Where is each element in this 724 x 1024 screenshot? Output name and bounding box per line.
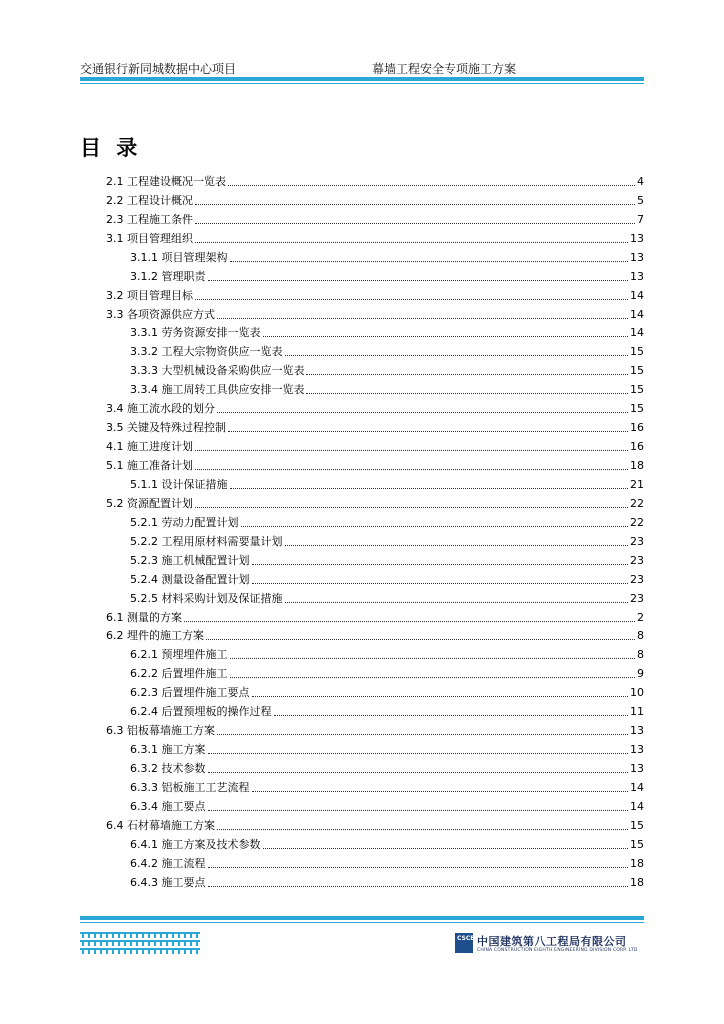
toc-entry-page: 14 [630, 326, 644, 340]
toc-entry[interactable] [106, 757, 644, 776]
toc-leader-dots [208, 866, 629, 868]
toc-entry-label: 5.2.1 劳动力配置计划 [130, 515, 239, 529]
toc-entry[interactable] [106, 170, 644, 189]
toc-leader-dots [208, 279, 629, 281]
toc-entry-label: 3.3.2 工程大宗物资供应一览表 [130, 345, 283, 359]
toc-entry-page: 13 [630, 269, 644, 283]
toc-entry-label: 6.3 铝板幕墙施工方案 [106, 724, 215, 738]
toc-entry[interactable] [106, 568, 644, 587]
toc-leader-dots [263, 847, 629, 849]
toc-entry[interactable] [106, 473, 644, 492]
toc-entry[interactable] [106, 227, 644, 246]
toc-entry[interactable] [106, 795, 644, 814]
toc-leader-dots [306, 392, 628, 394]
toc-leader-dots [217, 828, 628, 830]
toc-entry-page: 8 [637, 629, 644, 643]
toc-entry-page: 10 [630, 686, 644, 700]
toc-entry-label: 3.3.3 大型机械设备采购供应一览表 [130, 364, 305, 378]
toc-entry-label: 6.2.1 预埋埋件施工 [130, 648, 228, 662]
toc-entry-page: 23 [630, 534, 644, 548]
toc-entry-page: 18 [630, 459, 644, 472]
toc-entry-page: 14 [630, 780, 644, 794]
toc-entry[interactable] [106, 719, 644, 738]
toc-entry[interactable] [106, 833, 644, 852]
toc-entry[interactable] [106, 435, 644, 454]
header-project-name: 交通银行新同城数据中心项目 [80, 62, 237, 76]
toc-leader-dots [217, 411, 628, 413]
toc-entry[interactable] [106, 303, 644, 322]
toc-leader-dots [274, 714, 629, 716]
toc-entry[interactable] [106, 606, 644, 625]
footer-rule-thick [80, 916, 644, 920]
header-document-title: 幕墙工程安全专项施工方案 [372, 62, 517, 76]
toc-leader-dots [228, 184, 635, 186]
toc-entry[interactable] [106, 378, 644, 397]
toc-entry-page: 14 [630, 799, 644, 813]
toc-entry-page: 23 [630, 553, 644, 567]
toc-entry-label: 2.2 工程设计概况 [106, 193, 193, 207]
toc-entry-page: 7 [637, 212, 644, 226]
toc-entry-page: 13 [630, 724, 644, 738]
toc-entry[interactable] [106, 359, 644, 378]
toc-leader-dots [241, 525, 629, 527]
toc-entry-page: 22 [630, 515, 644, 529]
table-of-contents [106, 170, 644, 890]
toc-entry-label: 3.3 各项资源供应方式 [106, 307, 215, 321]
toc-entry-label: 6.4.1 施工方案及技术参数 [130, 837, 261, 851]
toc-leader-dots [195, 506, 628, 508]
toc-entry-label: 5.1 施工准备计划 [106, 459, 193, 472]
toc-leader-dots [285, 354, 629, 356]
toc-leader-dots [252, 563, 629, 565]
toc-entry-page: 23 [630, 572, 644, 586]
toc-entry-page: 13 [630, 250, 644, 264]
toc-entry-page: 15 [630, 402, 644, 416]
toc-entry-page: 16 [630, 440, 644, 454]
toc-entry-label: 3.3.4 施工周转工具供应安排一览表 [130, 383, 305, 397]
toc-leader-dots [206, 638, 635, 640]
toc-entry-label: 6.3.4 施工要点 [130, 799, 206, 813]
toc-entry[interactable] [106, 871, 644, 890]
toc-entry-label: 3.4 施工流水段的划分 [106, 402, 215, 416]
toc-entry-page: 15 [630, 364, 644, 378]
toc-entry-label: 6.1 测量的方案 [106, 610, 182, 624]
toc-leader-dots [285, 544, 629, 546]
toc-leader-dots [195, 298, 628, 300]
toc-entry-label: 6.3.3 铝板施工工艺流程 [130, 780, 250, 794]
toc-entry[interactable] [106, 587, 644, 606]
toc-entry-page: 16 [630, 421, 644, 435]
toc-entry[interactable] [106, 265, 644, 284]
toc-entry-page: 13 [630, 743, 644, 757]
toc-entry-page: 22 [630, 496, 644, 510]
toc-entry-page: 13 [630, 231, 644, 245]
toc-entry-label: 3.5 关键及特殊过程控制 [106, 421, 226, 435]
toc-entry[interactable] [106, 322, 644, 341]
toc-entry[interactable] [106, 549, 644, 568]
toc-entry-label: 4.1 施工进度计划 [106, 440, 193, 454]
toc-leader-dots [208, 771, 629, 773]
toc-entry-page: 9 [637, 667, 644, 681]
toc-entry-page: 5 [637, 193, 644, 207]
toc-entry[interactable] [106, 700, 644, 719]
toc-entry-label: 6.2.2 后置埋件施工 [130, 667, 228, 681]
footer-decorative-pattern-icon [80, 930, 200, 954]
toc-entry-label: 6.4.2 施工流程 [130, 856, 206, 870]
toc-entry[interactable] [106, 625, 644, 644]
toc-entry-label: 6.2.3 后置埋件施工要点 [130, 686, 250, 700]
toc-leader-dots [217, 733, 628, 735]
toc-entry[interactable] [106, 776, 644, 795]
toc-entry[interactable] [106, 284, 644, 303]
toc-entry-label: 2.3 工程施工条件 [106, 212, 193, 226]
toc-leader-dots [230, 260, 629, 262]
toc-entry[interactable] [106, 246, 644, 265]
toc-entry[interactable] [106, 397, 644, 416]
toc-entry-page: 13 [630, 762, 644, 775]
toc-leader-dots [195, 468, 628, 470]
toc-entry-label: 3.1 项目管理组织 [106, 231, 193, 245]
toc-entry-page: 15 [630, 818, 644, 832]
header-rule-thick [80, 77, 644, 81]
toc-leader-dots [195, 449, 628, 451]
toc-leader-dots [195, 203, 635, 205]
toc-entry-page: 2 [637, 610, 644, 624]
toc-entry-page: 14 [630, 288, 644, 302]
toc-entry-page: 11 [630, 705, 644, 719]
toc-entry-label: 6.2 埋件的施工方案 [106, 629, 204, 643]
toc-entry-label: 5.1.1 设计保证措施 [130, 477, 228, 491]
toc-leader-dots [306, 373, 628, 375]
toc-leader-dots [252, 582, 629, 584]
company-name-en: CHINA CONSTRUCTION EIGHTH ENGINEERING DIVISION CORP. LTD [477, 948, 638, 953]
toc-entry[interactable] [106, 492, 644, 511]
cscec-logo-icon: CSCEC [455, 933, 473, 953]
toc-leader-dots [195, 222, 635, 224]
toc-entry-label: 5.2.3 施工机械配置计划 [130, 553, 250, 567]
toc-entry-page: 15 [630, 837, 644, 851]
toc-entry[interactable] [106, 738, 644, 757]
toc-leader-dots [217, 317, 628, 319]
toc-entry-label: 6.4 石材幕墙施工方案 [106, 818, 215, 832]
toc-leader-dots [252, 790, 629, 792]
toc-entry-label: 6.3.1 施工方案 [130, 743, 206, 757]
toc-leader-dots [285, 601, 629, 603]
toc-entry-label: 2.1 工程建设概况一览表 [106, 174, 226, 188]
toc-entry-page: 14 [630, 307, 644, 321]
toc-entry[interactable] [106, 814, 644, 833]
toc-entry-label: 3.2 项目管理目标 [106, 288, 193, 302]
toc-entry-page: 21 [630, 477, 644, 491]
toc-entry-label: 5.2.5 材料采购计划及保证措施 [130, 591, 283, 605]
toc-entry[interactable] [106, 643, 644, 662]
toc-leader-dots [230, 676, 636, 678]
toc-entry[interactable] [106, 852, 644, 871]
toc-entry-page: 15 [630, 383, 644, 397]
toc-entry-page: 18 [630, 875, 644, 889]
company-logo [455, 933, 645, 957]
toc-entry-label: 6.4.3 施工要点 [130, 875, 206, 889]
toc-entry-page: 15 [630, 345, 644, 359]
header-rule-thin [80, 83, 644, 84]
toc-entry-page: 18 [630, 856, 644, 870]
footer-rule-thin [80, 922, 644, 923]
toc-entry-label: 3.3.1 劳务资源安排一览表 [130, 326, 261, 340]
toc-entry[interactable] [106, 662, 644, 681]
toc-entry[interactable] [106, 189, 644, 208]
toc-entry-label: 6.2.4 后置预埋板的操作过程 [130, 705, 272, 719]
toc-leader-dots [208, 885, 629, 887]
toc-leader-dots [228, 430, 628, 432]
toc-leader-dots [208, 809, 629, 811]
toc-entry[interactable] [106, 208, 644, 227]
toc-entry-page: 23 [630, 591, 644, 605]
toc-leader-dots [252, 695, 629, 697]
toc-leader-dots [230, 657, 636, 659]
toc-entry-label: 3.1.2 管理职责 [130, 269, 206, 283]
toc-entry-page: 4 [637, 174, 644, 188]
toc-title: 目 录 [80, 136, 142, 160]
toc-entry[interactable] [106, 511, 644, 530]
toc-entry[interactable] [106, 681, 644, 700]
toc-entry-label: 5.2 资源配置计划 [106, 496, 193, 510]
toc-leader-dots [184, 620, 635, 622]
toc-entry[interactable] [106, 454, 644, 473]
toc-leader-dots [263, 335, 629, 337]
toc-leader-dots [208, 752, 629, 754]
toc-entry-label: 6.3.2 技术参数 [130, 762, 206, 775]
toc-entry-label: 5.2.4 测量设备配置计划 [130, 572, 250, 586]
toc-entry-label: 5.2.2 工程用原材料需要量计划 [130, 534, 283, 548]
toc-leader-dots [195, 241, 628, 243]
toc-entry[interactable] [106, 416, 644, 435]
company-name-cn: 中国建筑第八工程局有限公司 [477, 935, 627, 948]
toc-entry[interactable] [106, 340, 644, 359]
toc-leader-dots [230, 487, 629, 489]
toc-entry-page: 8 [637, 648, 644, 662]
toc-entry-label: 3.1.1 项目管理架构 [130, 250, 228, 264]
toc-entry[interactable] [106, 530, 644, 549]
